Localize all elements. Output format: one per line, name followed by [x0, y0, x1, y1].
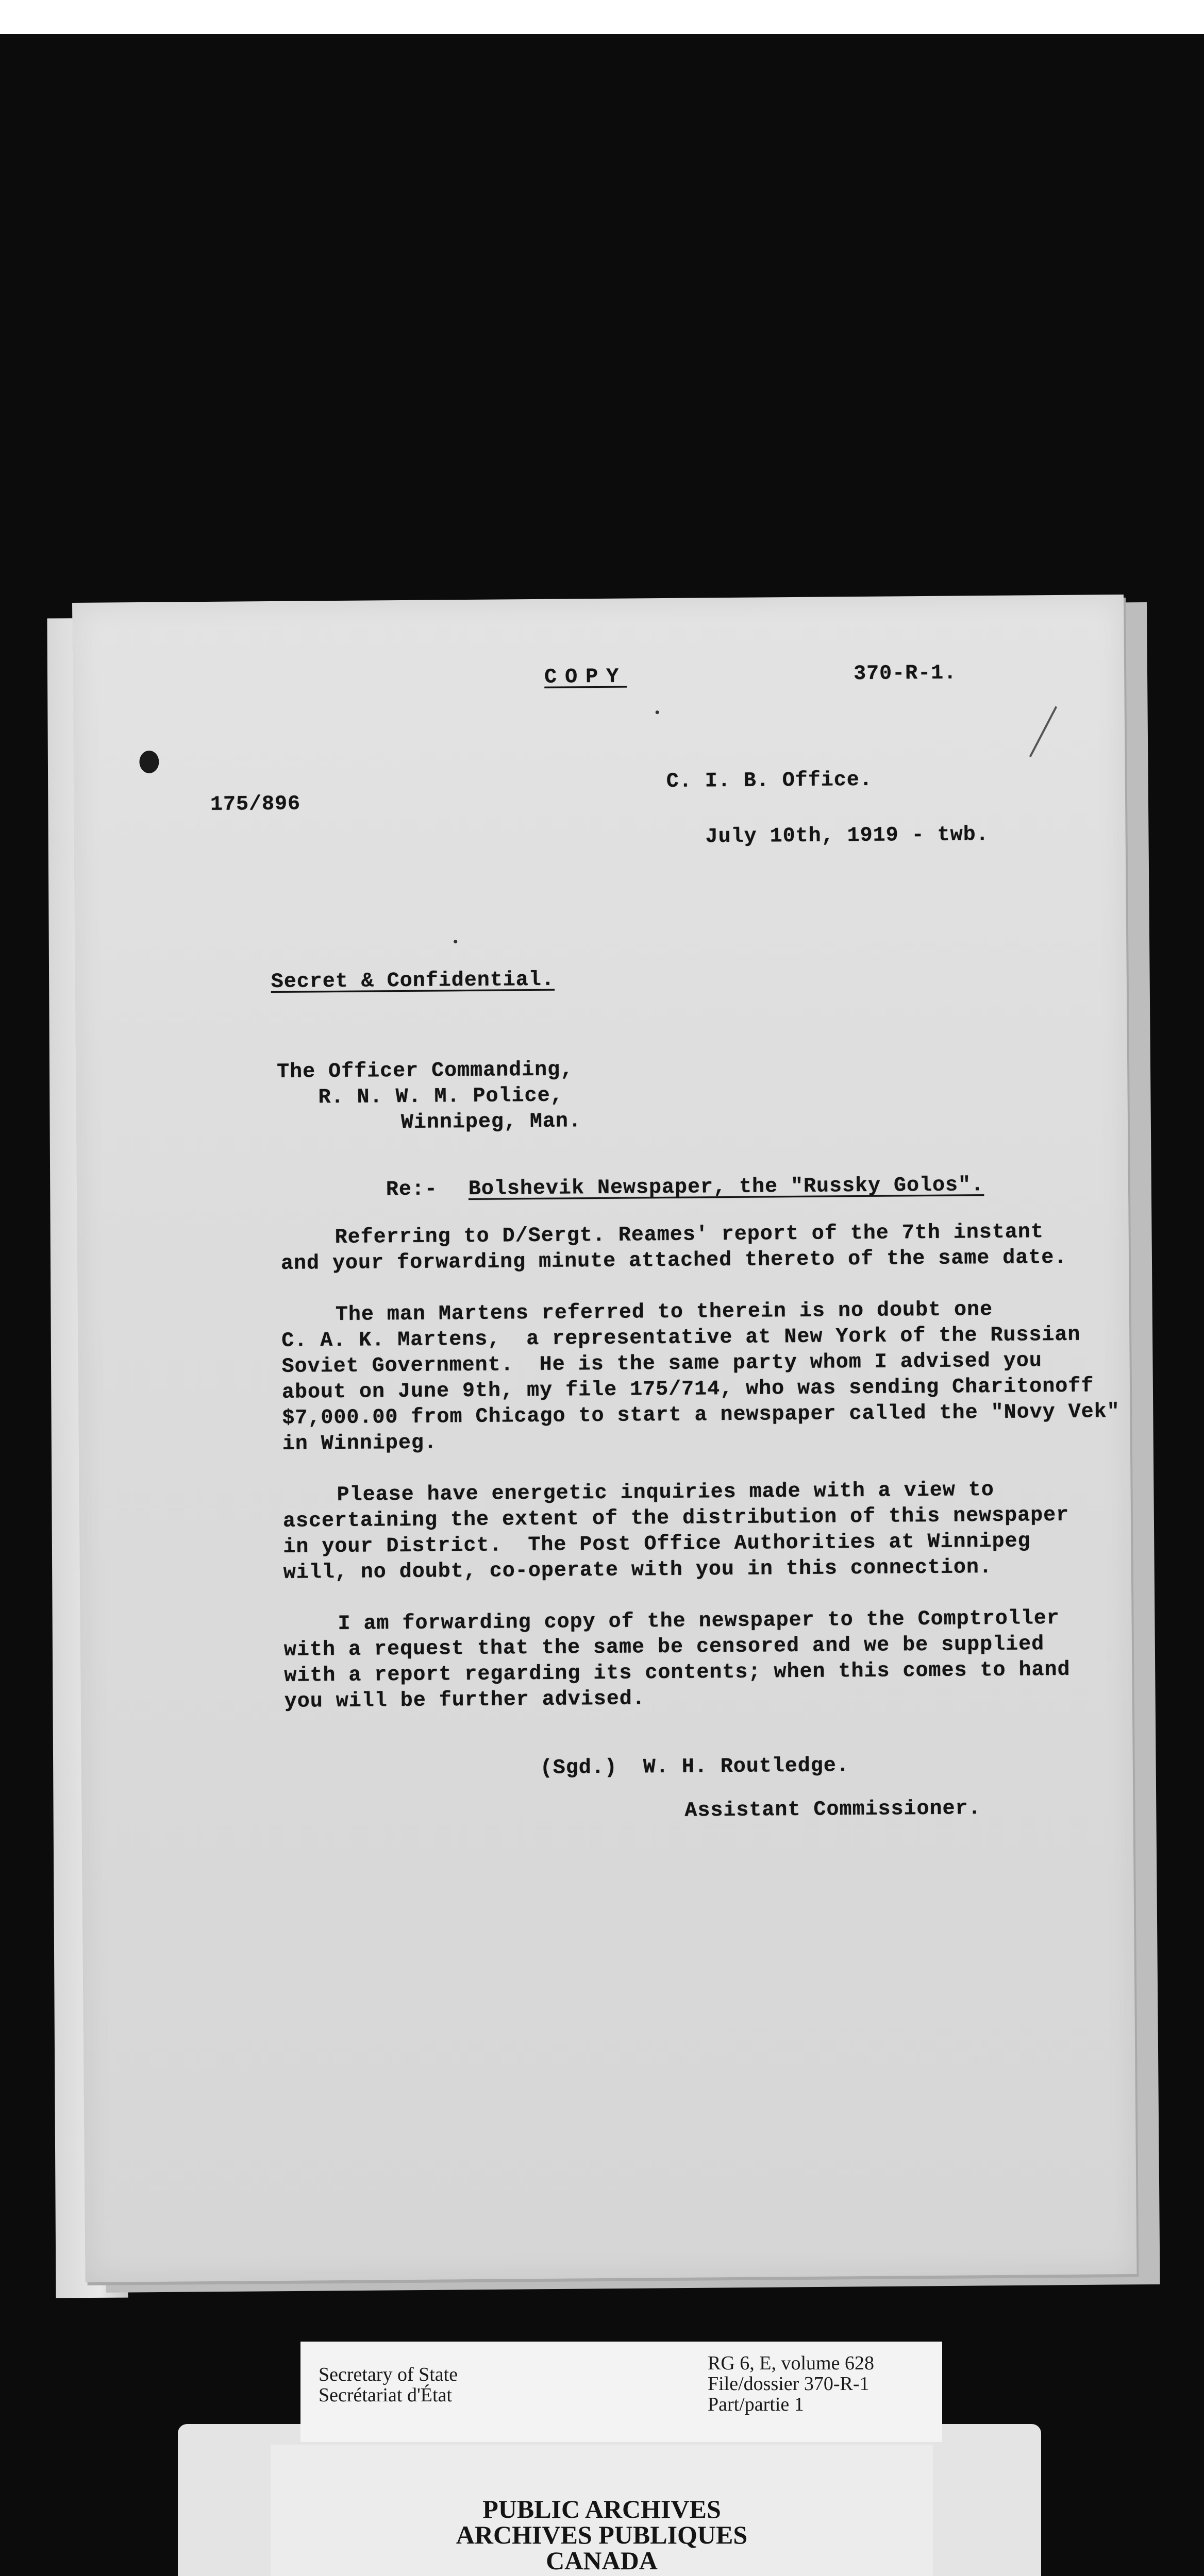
department-fr: Secrétariat d'État	[319, 2384, 452, 2406]
body-line: Soviet Government. He is the same party whom I advised you	[281, 1349, 1043, 1379]
body-line: The man Martens referred to therein is no doubt one	[335, 1298, 993, 1327]
pencil-mark	[1029, 706, 1057, 757]
ink-speck	[454, 940, 457, 943]
archive-stamp-line: ARCHIVES PUBLIQUES	[456, 2520, 748, 2549]
recipient-line: Winnipeg, Man.	[400, 1110, 582, 1135]
scan-top-margin	[0, 0, 1204, 34]
signature-prefix: (Sgd.)	[540, 1756, 618, 1780]
archive-stamp	[271, 2445, 933, 2576]
body-line: and your forwarding minute attached thereto of the same date.	[280, 1246, 1067, 1276]
body-line: ascertaining the extent of the distribution of this newspaper	[282, 1503, 1069, 1533]
body-line: Please have energetic inquiries made with a view to	[337, 1479, 994, 1507]
body-line: about on June 9th, my file 175/714, who was sending Charitonoff	[281, 1375, 1094, 1404]
recipient-line: R. N. W. M. Police,	[318, 1084, 563, 1110]
body-line: in Winnipeg.	[282, 1431, 438, 1456]
ink-speck	[656, 710, 659, 714]
body-line: with a report regarding its contents; when this comes to hand	[284, 1658, 1071, 1688]
part-partie: Part/partie 1	[708, 2394, 804, 2415]
classification-heading: Secret & Confidential.	[271, 968, 555, 994]
subject-prefix: Re:-	[386, 1178, 438, 1202]
body-line: Referring to D/Sergt. Reames' report of the 7th instant	[335, 1221, 1044, 1250]
record-group-volume: RG 6, E, volume 628	[708, 2352, 874, 2374]
copy-label: COPY	[544, 665, 627, 689]
body-line: you will be further advised.	[284, 1687, 646, 1714]
archive-reference-label	[300, 2342, 942, 2442]
department-en: Secretary of State	[319, 2364, 458, 2385]
office-name: C. I. B. Office.	[666, 768, 873, 793]
our-file-number: 175/896	[210, 792, 301, 817]
file-reference: 370-R-1.	[853, 662, 957, 686]
recipient-line: The Officer Commanding,	[276, 1058, 574, 1084]
body-line: will, no doubt, co-operate with you in this connection.	[283, 1556, 993, 1585]
archive-stamp-line: CANADA	[546, 2546, 658, 2575]
typed-letter-page	[72, 595, 1137, 2282]
subject-line: Bolshevik Newspaper, the "Russky Golos".	[468, 1174, 984, 1201]
file-dossier: File/dossier 370-R-1	[708, 2373, 869, 2395]
body-line: C. A. K. Martens, a representative at New York of the Russian	[281, 1323, 1081, 1353]
body-line: $7,000.00 from Chicago to start a newspaper called the "Novy Vek"	[282, 1400, 1120, 1430]
archive-stamp-line: PUBLIC ARCHIVES	[482, 2495, 721, 2523]
body-line: in your District. The Post Office Authorities at Winnipeg	[283, 1530, 1031, 1559]
signatory-name: W. H. Routledge.	[643, 1754, 850, 1780]
body-line: I am forwarding copy of the newspaper to the Comptroller	[338, 1607, 1060, 1636]
punch-hole	[139, 751, 159, 773]
signatory-title: Assistant Commissioner.	[684, 1797, 981, 1823]
letter-date: July 10th, 1919 - twb.	[705, 823, 989, 849]
body-line: with a request that the same be censored and we be supplied	[283, 1633, 1045, 1662]
